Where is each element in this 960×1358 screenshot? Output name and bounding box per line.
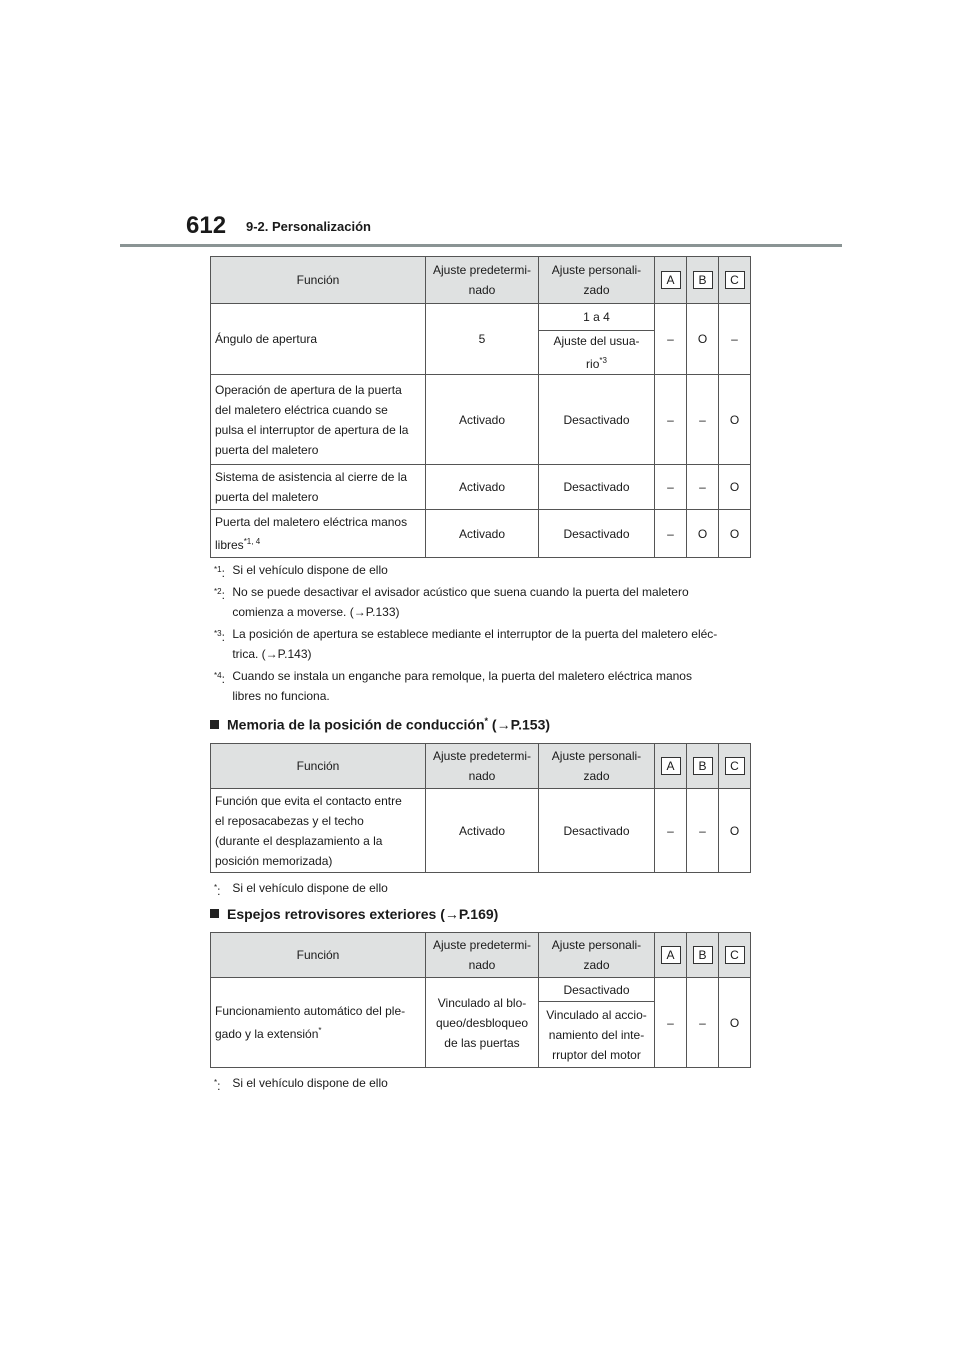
b-cell: O [687, 510, 719, 558]
custom-cell: Desactivado [539, 789, 655, 873]
func-cell: Ángulo de apertura [211, 304, 426, 375]
default-cell: Activado [426, 510, 539, 558]
header-default: Ajuste predetermi- nado [426, 933, 539, 978]
header-default: Ajuste predetermi- nado [426, 744, 539, 789]
footnote-section3: *: Si el vehículo dispone de ello [214, 1076, 388, 1093]
b-box-icon: B [693, 757, 713, 775]
header-funcion: Función [211, 257, 426, 304]
header-c [719, 744, 751, 789]
c-box-icon: C [725, 271, 745, 289]
subheading-exterior-mirrors: Espejos retrovisores exteriores (→P.169) [210, 906, 498, 922]
table-row [211, 375, 751, 465]
b-box-icon: B [693, 271, 713, 289]
func-cell: Función que evita el contacto entre el reposacabezas y el techo (durante el desplazamiento a la posición memorizada) [211, 789, 426, 873]
header-custom: Ajuste personali- zado [539, 933, 655, 978]
custom-cell: Desactivado [539, 375, 655, 465]
exterior-mirrors-table [210, 932, 751, 1068]
footnote-1: $^{*1}$: Si el vehículo dispone de ello [214, 563, 388, 580]
func-cell: Operación de apertura de la puerta del maletero eléctrica cuando se pulsa el interruptor de apertura de la puerta del maletero [211, 375, 426, 465]
header-custom: Ajuste personali- zado [539, 744, 655, 789]
custom-cell: 1 a 4 [539, 304, 655, 331]
table-header-row [211, 744, 751, 789]
header-custom: Ajuste personali- zado [539, 257, 655, 304]
footnote-3: $^{*3}$: La posición de apertura se establece mediante el interruptor de la puerta del maletero eléc- trica. (→P.143) [214, 627, 718, 661]
header-b [687, 257, 719, 304]
header-rule [120, 244, 842, 247]
c-cell: O [719, 465, 751, 510]
b-cell: – [687, 375, 719, 465]
c-cell: O [719, 978, 751, 1068]
table-row [211, 304, 751, 331]
c-box-icon: C [725, 757, 745, 775]
table-header-row [211, 257, 751, 304]
c-cell: O [719, 510, 751, 558]
b-cell: – [687, 789, 719, 873]
default-cell: Activado [426, 789, 539, 873]
header-funcion: Función [211, 933, 426, 978]
custom-cell: Ajuste del usua- rio$^{*3}$ [539, 331, 655, 375]
header-default: Ajuste predetermi- nado [426, 257, 539, 304]
header-c [719, 933, 751, 978]
b-cell: O [687, 304, 719, 375]
a-box-icon: A [661, 946, 681, 964]
func-cell: Sistema de asistencia al cierre de la puerta del maletero [211, 465, 426, 510]
a-cell: – [655, 375, 687, 465]
header-a [655, 933, 687, 978]
custom-cell: Desactivado [539, 978, 655, 1002]
table-row [211, 510, 751, 558]
header-funcion: Función [211, 744, 426, 789]
trunk-settings-table [210, 256, 751, 558]
table-header-row [211, 933, 751, 978]
section-title: 9-2. Personalización [246, 219, 371, 234]
b-cell: – [687, 978, 719, 1068]
a-box-icon: A [661, 271, 681, 289]
c-cell: O [719, 789, 751, 873]
square-bullet-icon [210, 909, 219, 918]
a-cell: – [655, 465, 687, 510]
footnote-2: $^{*2}$: No se puede desactivar el avisador acústico que suena cuando la puerta del maletero comienza a moverse. (→P.133) [214, 585, 689, 619]
c-box-icon: C [725, 946, 745, 964]
c-cell: O [719, 375, 751, 465]
footnote-section2: *: Si el vehículo dispone de ello [214, 881, 388, 898]
b-box-icon: B [693, 946, 713, 964]
c-cell: – [719, 304, 751, 375]
func-cell: Puerta del maletero eléctrica manos libres$^{*1, 4}$ [211, 510, 426, 558]
custom-cell: Vinculado al accio- namiento del inte- rruptor del motor [539, 1002, 655, 1068]
table-row [211, 789, 751, 873]
a-cell: – [655, 510, 687, 558]
square-bullet-icon [210, 720, 219, 729]
default-cell: Vinculado al blo- queo/desbloqueo de las puertas [426, 978, 539, 1068]
a-box-icon: A [661, 757, 681, 775]
default-cell: Activado [426, 375, 539, 465]
subheading-driving-position-memory: Memoria de la posición de conducción* (→P.153) [210, 716, 550, 733]
header-b [687, 744, 719, 789]
custom-cell: Desactivado [539, 510, 655, 558]
default-cell: Activado [426, 465, 539, 510]
func-cell: Funcionamiento automático del ple- gado y la extensión* [211, 978, 426, 1068]
driving-memory-table [210, 743, 751, 873]
header-a [655, 744, 687, 789]
a-cell: – [655, 789, 687, 873]
default-cell: 5 [426, 304, 539, 375]
footnote-4: $^{*4}$: Cuando se instala un enganche para remolque, la puerta del maletero eléctrica manos libres no funciona. [214, 669, 692, 703]
header-b [687, 933, 719, 978]
table-row [211, 465, 751, 510]
custom-cell: Desactivado [539, 465, 655, 510]
a-cell: – [655, 978, 687, 1068]
header-a [655, 257, 687, 304]
header-c [719, 257, 751, 304]
page-number: 612 [186, 212, 227, 239]
a-cell: – [655, 304, 687, 375]
b-cell: – [687, 465, 719, 510]
table-row [211, 978, 751, 1002]
